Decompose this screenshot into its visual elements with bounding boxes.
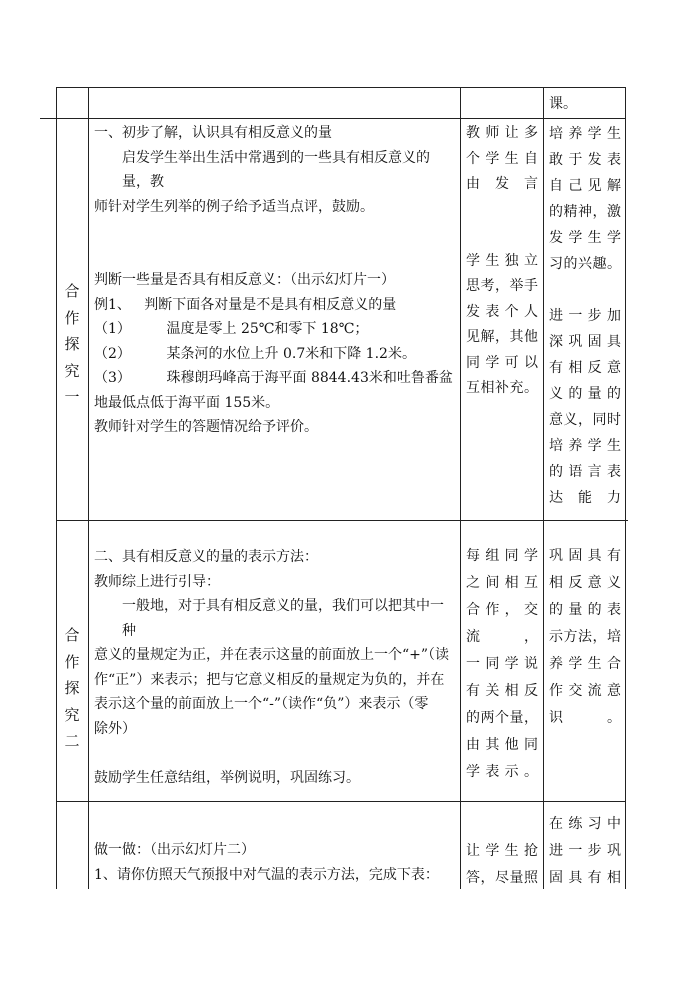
blank-line xyxy=(94,219,456,244)
activity-line: 互相补充。 xyxy=(466,380,538,396)
paragraph-line: 教师综上进行引导： xyxy=(94,573,220,590)
example-item: （2） 某条河的水位上升 0.7米和下降 1.2米。 xyxy=(94,345,416,362)
activity-line: 学生独立 xyxy=(466,252,538,269)
row1-purpose-cell xyxy=(549,121,621,511)
activity-line: 一同学说 xyxy=(466,656,538,672)
purpose-line: 在练习中 xyxy=(549,816,621,832)
row1-activity-cell xyxy=(466,121,538,402)
blank-line xyxy=(94,741,456,766)
purpose-line: 义的量的 xyxy=(549,386,621,402)
row-divider-1 xyxy=(40,118,626,119)
row1-label-char: 合 xyxy=(64,282,80,300)
row2-label-char: 二 xyxy=(64,732,80,750)
paragraph-line: 表示这个量的前面放上一个“-”（读作“负”）来表示（零 xyxy=(94,696,429,712)
paragraph-line: 除外） xyxy=(94,720,136,737)
paragraph-line: 师针对学生列举的例子给予适当点评，鼓励。 xyxy=(94,198,374,215)
row1-content-cell xyxy=(94,121,456,440)
row2-purpose-cell xyxy=(549,543,621,732)
row2-content-cell xyxy=(94,545,456,790)
purpose-line: 固具有相 xyxy=(549,870,621,886)
activity-line: 由发言 xyxy=(466,176,538,192)
paragraph-line: 鼓励学生任意结组，举例说明，巩固练习。 xyxy=(94,769,360,786)
paragraph-line: 意义的量规定为正，并在表示这量的前面放上一个“+”（读 xyxy=(94,647,450,663)
row2-activity-cell xyxy=(466,543,538,786)
row-divider-3 xyxy=(56,801,626,802)
row3-purpose-cell xyxy=(549,811,621,892)
purpose-line: 示方法，培 xyxy=(549,629,621,645)
purpose-line: 发学生学 xyxy=(549,230,621,246)
col-border-3 xyxy=(460,87,461,889)
row2-label-char: 究 xyxy=(64,705,80,724)
paragraph-line: 启发学生举出生活中常遇到的一些具有相反意义的量，教 xyxy=(122,149,430,190)
row1-label-char: 探 xyxy=(64,335,80,353)
activity-line: 的两个量， xyxy=(466,710,538,726)
blank-line xyxy=(466,198,538,224)
purpose-line: 巩固具有 xyxy=(549,548,621,564)
example-item-cont: 地最低点低于海平面 155米。 xyxy=(94,394,280,411)
activity-line: 学表示。 xyxy=(466,764,538,780)
example-heading: 例1、 判断下面各对量是不是具有相反意义的量 xyxy=(94,296,397,313)
purpose-line: 进一步巩 xyxy=(549,843,621,859)
exercise-heading: 做一做：（出示幻灯片二） xyxy=(94,842,255,858)
example-item: （3） 珠穆朗玛峰高于海平面 8844.43米和吐鲁番盆 xyxy=(94,370,453,386)
row0-purpose-cell xyxy=(549,92,621,117)
example-item: （1） 温度是零上 25℃和零下 18℃； xyxy=(94,321,369,337)
section-heading: 一、初步了解，认识具有相反意义的量 xyxy=(94,125,332,141)
purpose-line: 识。 xyxy=(549,710,621,726)
activity-line: 个学生自 xyxy=(466,150,538,167)
row1-label-char: 作 xyxy=(64,308,80,327)
activity-line: 见解，其他 xyxy=(466,329,538,345)
row3-content-cell xyxy=(94,838,456,887)
activity-line: 同学可以 xyxy=(466,354,538,371)
purpose-line: 的语言表 xyxy=(549,464,621,480)
purpose-line: 意义，同时 xyxy=(549,412,621,428)
col-border-2 xyxy=(88,87,89,889)
purpose-line: 深巩固具 xyxy=(549,334,621,350)
activity-line: 每组同学 xyxy=(466,548,538,564)
paragraph-line: 一般地，对于具有相反意义的量，我们可以把其中一种 xyxy=(122,598,444,639)
row3-activity-cell xyxy=(466,838,538,892)
purpose-line: 有相反意 xyxy=(549,360,621,376)
activity-line: 让学生抢 xyxy=(466,843,538,859)
purpose-line: 相反意义 xyxy=(549,575,621,591)
blank-line xyxy=(94,244,456,269)
purpose-line: 作交流意 xyxy=(549,683,621,699)
row1-section-label xyxy=(56,278,88,411)
purpose-line: 培养学生 xyxy=(549,438,621,454)
row1-label-char: 一 xyxy=(64,388,80,406)
purpose-line: 培养学生 xyxy=(549,126,621,142)
purpose-line: 养学生合 xyxy=(549,656,621,672)
col-border-left xyxy=(56,87,57,889)
activity-line: 教师让多 xyxy=(466,125,538,141)
paragraph-line: 判断一些量是否具有相反意义：（出示幻灯片一） xyxy=(94,272,395,288)
blank-line xyxy=(466,223,538,249)
purpose-line: 自己见解 xyxy=(549,178,621,194)
activity-line: 思考，举手 xyxy=(466,278,538,294)
activity-line: 之间相互 xyxy=(466,575,538,591)
col-border-right xyxy=(625,87,626,889)
row2-label-char: 探 xyxy=(64,679,80,697)
activity-line: 答，尽量照 xyxy=(466,870,538,886)
row2-label-char: 作 xyxy=(64,652,80,671)
section-heading: 二、具有相反意义的量的表示方法： xyxy=(94,549,318,565)
row2-label-char: 合 xyxy=(64,626,80,644)
purpose-line: 的量的表 xyxy=(549,602,621,618)
table-top-border xyxy=(56,87,626,88)
activity-line: 由其他同 xyxy=(466,737,538,753)
row1-label-char: 究 xyxy=(64,361,80,380)
purpose-line: 达能力 xyxy=(549,490,621,506)
row0-purpose-text: 课。 xyxy=(549,96,577,112)
activity-line: 合作，交流， xyxy=(466,602,538,645)
purpose-line: 敢于发表 xyxy=(549,152,621,168)
paragraph-line: 教师针对学生的答题情况给予评价。 xyxy=(94,419,318,435)
purpose-line: 习的兴趣。 xyxy=(549,256,621,272)
activity-line: 发表个人 xyxy=(466,303,538,320)
row2-section-label xyxy=(56,622,88,755)
purpose-line: 的精神，激 xyxy=(549,204,621,220)
paragraph-line: 作“正”）来表示；把与它意义相反的量规定为负的，并在 xyxy=(94,671,445,688)
blank-line xyxy=(549,277,621,303)
exercise-instruction: 1、请你仿照天气预报中对气温的表示方法，完成下表： xyxy=(94,866,439,883)
purpose-line: 进一步加 xyxy=(549,308,621,324)
activity-line: 有关相反 xyxy=(466,683,538,699)
col-border-4 xyxy=(543,87,544,889)
